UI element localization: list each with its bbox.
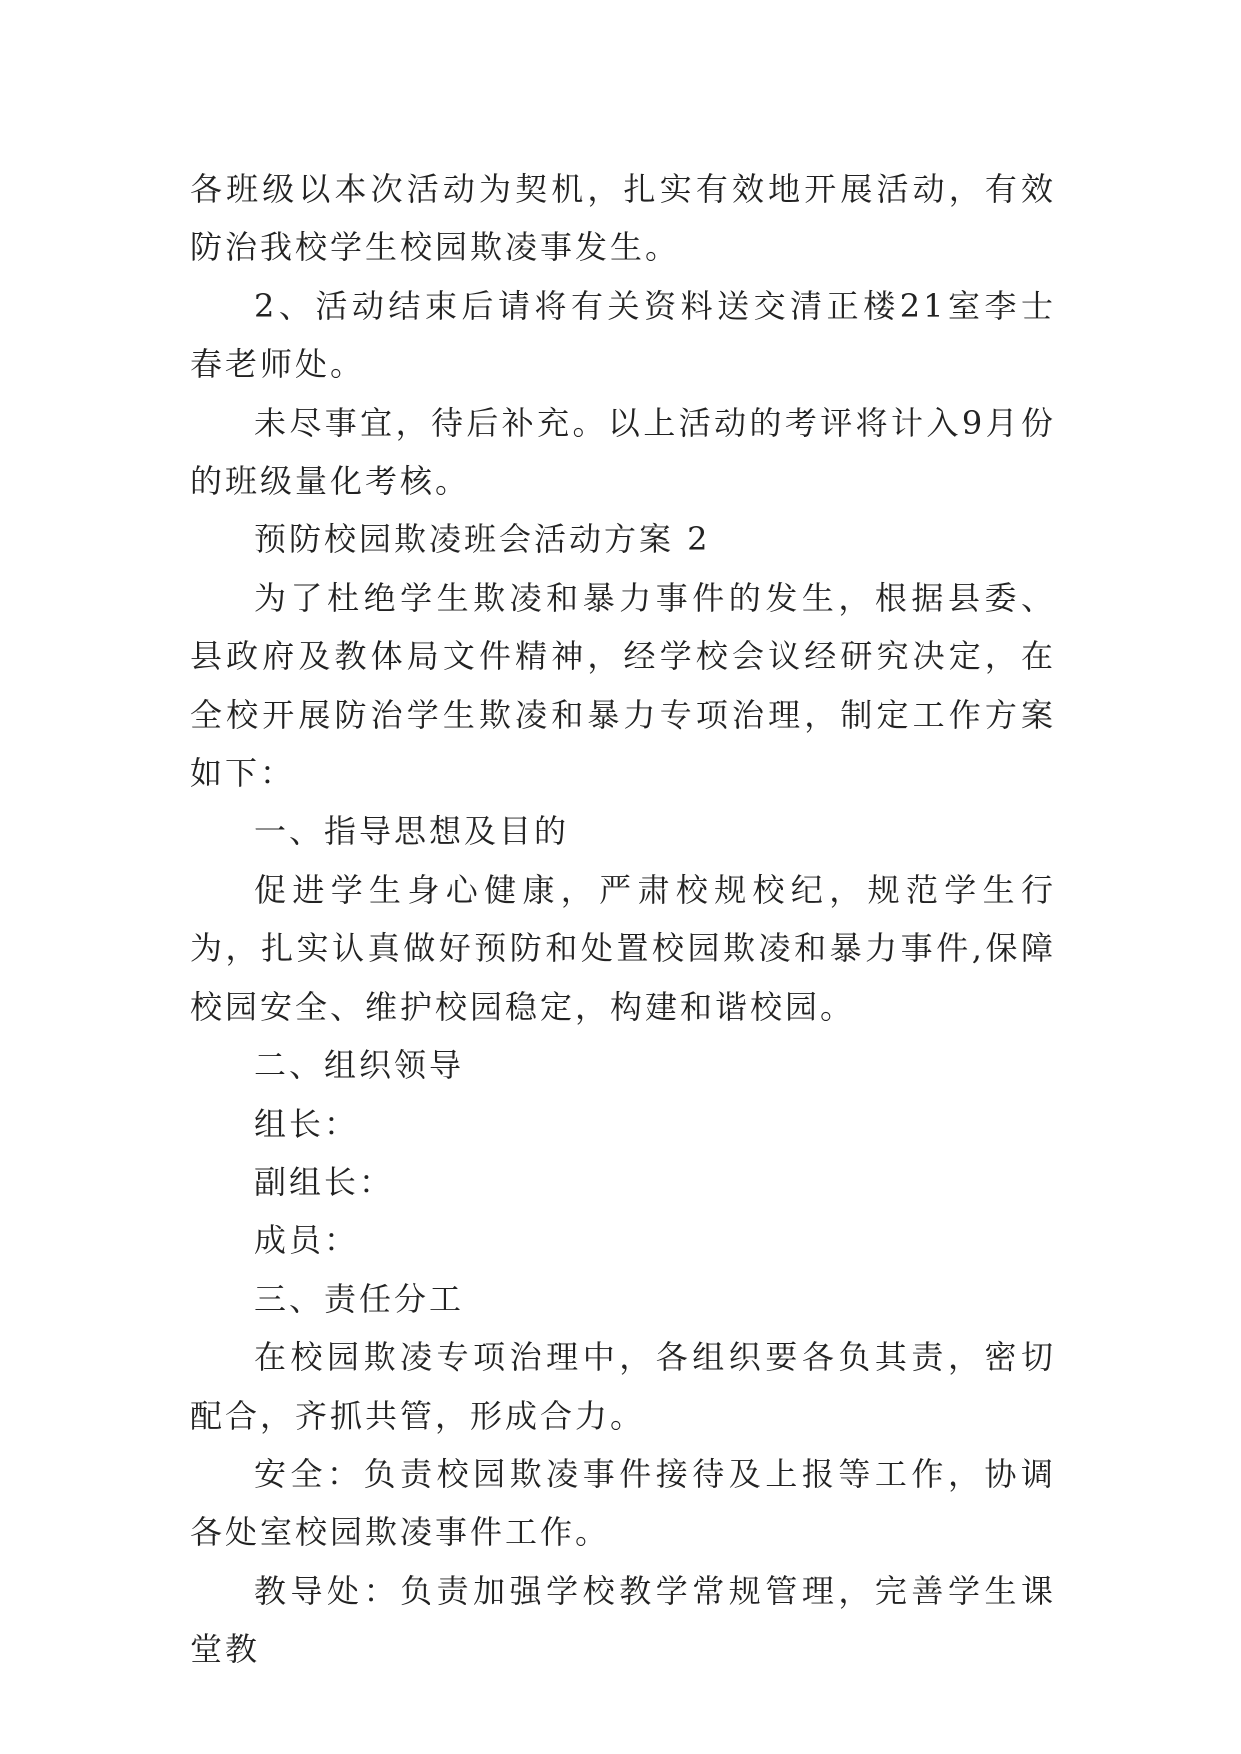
paragraph-1: 各班级以本次活动为契机，扎实有效地开展活动，有效防治我校学生校园欺凌事发生。 (190, 170, 1056, 267)
paragraph-intro: 为了杜绝学生欺凌和暴力事件的发生，根据县委、县政府及教体局文件精神，经学校会议经研究决定，在全校开展防治学生欺凌和暴力专项治理，制定工作方案如下： (190, 578, 1056, 793)
paragraph-safety: 安全：负责校园欺凌事件接待及上报等工作，协调各处室校园欺凌事件工作。 (190, 1454, 1056, 1552)
paragraph-academic-office: 教导处：负责加强学校教学常规管理，完善学生课堂教 (190, 1571, 1056, 1669)
paragraph-2: 2、活动结束后请将有关资料送交清正楼21室李士春老师处。 (190, 286, 1056, 384)
heading-responsibilities: 三、责任分工 (254, 1279, 465, 1318)
document-body (190, 160, 1056, 1679)
section-title: 预防校园欺凌班会活动方案 2 (254, 520, 711, 559)
heading-guiding-thought: 一、指导思想及目的 (254, 812, 570, 851)
heading-organization: 二、组织领导 (254, 1046, 465, 1085)
paragraph-responsibilities: 在校园欺凌专项治理中，各组织要各负其责，密切配合，齐抓共管，形成合力。 (190, 1338, 1056, 1435)
paragraph-3: 未尽事宜，待后补充。以上活动的考评将计入9月份的班级量化考核。 (190, 403, 1056, 501)
label-members: 成员： (254, 1221, 360, 1260)
label-leader: 组长： (254, 1104, 360, 1143)
paragraph-guiding-thought: 促进学生身心健康，严肃校规校纪，规范学生行为，扎实认真做好预防和处置校园欺凌和暴力事件,保障校园安全、维护校园稳定，构建和谐校园。 (190, 870, 1056, 1026)
label-deputy-leader: 副组长： (254, 1162, 395, 1201)
